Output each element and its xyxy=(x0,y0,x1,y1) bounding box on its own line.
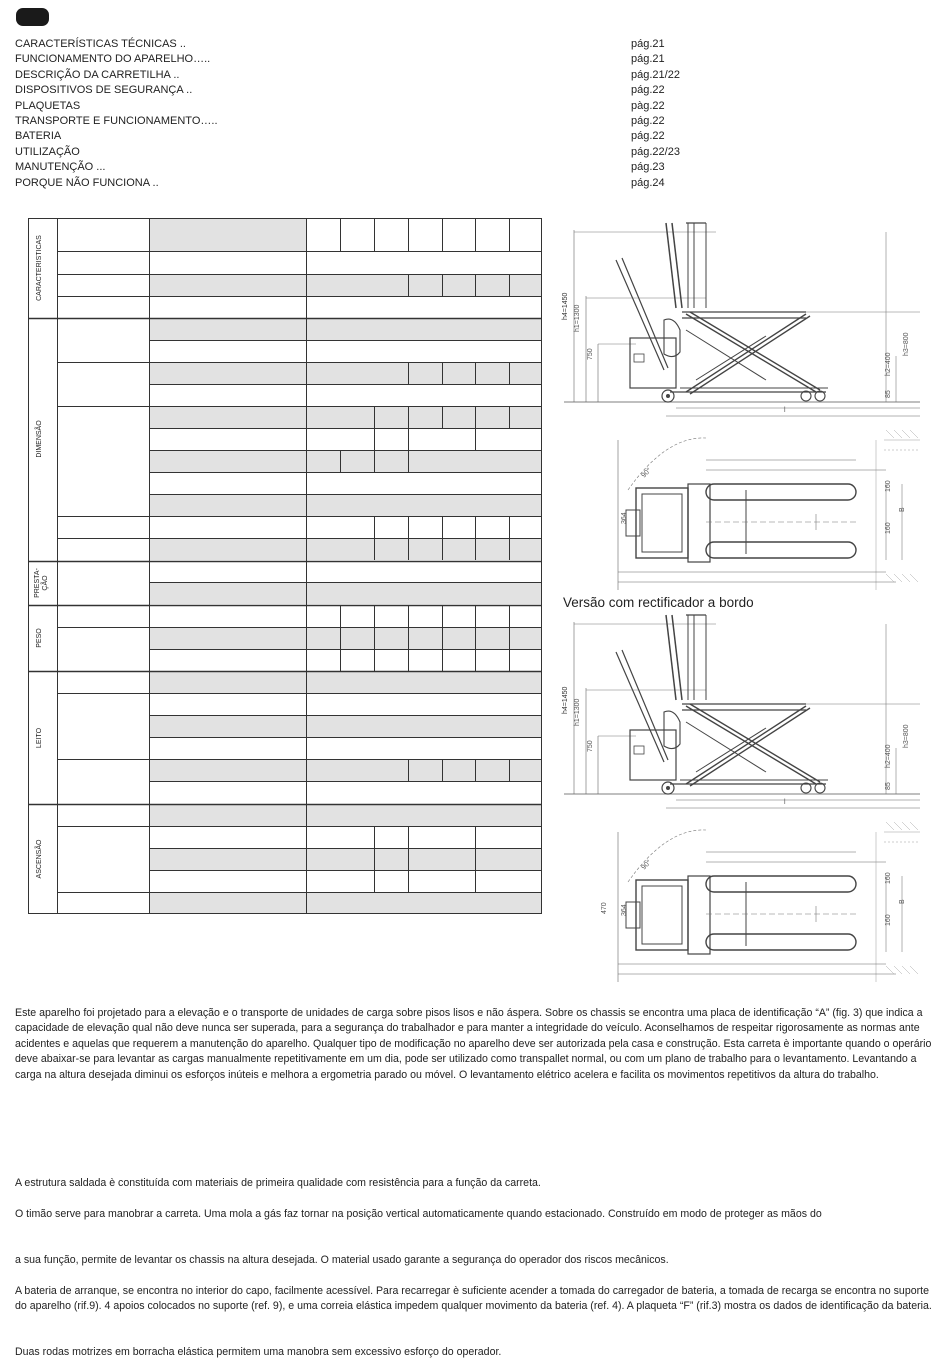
toc-page: pág.21 xyxy=(631,38,665,50)
dim-h3: h3=800 xyxy=(903,332,910,356)
paragraph-battery: A bateria de arranque, se encontra no interior do capo, facilmente acessível. Para recarregar è suficiente acender a tomada do carregador de bateria, a tomada de recarga se encontra no suporte do aparelho (rif.9). 4 apoios colocados no suporte (ref. 9), e uma correia elástica impedem qualquer movimento da bateria (ref. 4). A plaqueta “F” (rif.3) mostra os dados de identificação da bateria. xyxy=(15,1285,932,1313)
section-label-prestacao: PRESTA-ÇÃO xyxy=(34,568,49,598)
dim-b-charger: B xyxy=(899,899,906,904)
toc-label: CARACTERÍSTICAS TÉCNICAS .. xyxy=(15,38,186,50)
dim-l: l xyxy=(784,407,786,414)
side-view-standard xyxy=(562,223,920,416)
dim-h1: h1=1300 xyxy=(574,304,581,332)
section-label-leito: LEITO xyxy=(36,727,43,749)
toc-label: MANUTENÇÃO ... xyxy=(15,161,106,174)
paragraph-lifting: a sua função, permite de levantar os chassis na altura desejada. O material usado garante a segurança do operador dos riscos mecânicos. xyxy=(15,1254,669,1266)
toc-page: pág.22/23 xyxy=(631,145,680,158)
toc-label: DISPOSITIVOS DE SEGURANÇA .. xyxy=(15,84,193,97)
dim-364: 364 xyxy=(621,512,628,524)
dim-160-c: 160 xyxy=(885,872,892,884)
toc-label: TRANSPORTE E FUNCIONAMENTO….. xyxy=(15,114,218,127)
dim-160-d: 160 xyxy=(885,914,892,926)
toc-row[interactable] xyxy=(15,83,705,98)
section-label-dimensao: DIMENSÃO xyxy=(36,420,43,458)
toc-label: PLAQUETAS xyxy=(15,99,81,112)
section-label-caracteristicas: CARACTERISTICAS xyxy=(36,235,43,301)
section-label-peso: PESO xyxy=(36,628,43,648)
drawing-caption: Versão com rectificador a bordo xyxy=(563,595,754,610)
toc-page: pág.22 xyxy=(631,130,665,143)
paragraph-tiller: O timão serve para manobrar a carreta. Uma mola a gás faz tornar na posição vertical automaticamente quando estacionado. Construído em modo de proteger as mãos do xyxy=(15,1208,822,1220)
toc-page: pág.23 xyxy=(631,161,665,174)
spec-table-grid xyxy=(28,218,542,914)
toc-row[interactable] xyxy=(15,129,705,144)
dim-l-charger: l xyxy=(784,799,786,806)
dim-750-charger: 750 xyxy=(587,740,594,752)
toc-row[interactable] xyxy=(15,160,705,175)
dim-160-b: 160 xyxy=(885,522,892,534)
toc-row[interactable] xyxy=(15,176,705,191)
dim-160-a: 160 xyxy=(885,480,892,492)
toc-row[interactable] xyxy=(15,114,705,129)
dim-85: 85 xyxy=(885,390,892,398)
paragraph-intro: Este aparelho foi projetado para a elevação e o transporte de unidades de carga sobre pisos lisos e não áspera. Sobre os chassis se encontra uma placa de identificação “A” (fig. 3) que indica a capacidade de elevação qual não deve nunca ser superada, para a segurança do trabalhador e para manter a integridade do veículo. Aconselhamos de respeitar rigorosamente as normas ante acidentes e aquelas que requerem a manutenção do aparelho. Qualquer tipo de modificação no aparelho deve ser autorizada pela casa e construção. Esta carreta è importante quando o operário deve abaixar-se para levantar as cargas manualmente repetitivamente em um dia, pode ser utilizado como transpallet normal, ou com um plano de trabalho para o levantamento. Levantando a carga na altura desejada diminui os esforços inúteis e melhora a ergometria parado ou móvel. O levantamento elétrico acelera e facilita os movimentos repetitivos da altura do trabalho. xyxy=(15,1007,932,1081)
paragraph-structure: A estrutura saldada è constituída com materiais de primeira qualidade com resistência para a função da carreta. xyxy=(15,1177,541,1189)
dim-750: 750 xyxy=(587,348,594,360)
dim-h2: h2=400 xyxy=(885,352,892,376)
paragraph-wheels: Duas rodas motrizes em borracha elástica permitem uma manobra sem excessivo esforço do operador. xyxy=(15,1346,502,1358)
dim-90-charger: 90° xyxy=(640,858,653,872)
toc-page: pág.21 xyxy=(631,53,665,66)
table-of-contents xyxy=(15,37,705,191)
top-view-standard xyxy=(618,430,920,590)
toc-page: pàg.22 xyxy=(631,99,665,112)
top-view-charger xyxy=(601,822,920,982)
toc-page: pág.22 xyxy=(631,114,665,127)
toc-label: DESCRIÇÃO DA CARRETILHA .. xyxy=(15,68,180,81)
toc-row[interactable] xyxy=(15,37,705,52)
dim-h2-charger: h2=400 xyxy=(885,744,892,768)
dim-364-charger: 364 xyxy=(621,904,628,916)
toc-row[interactable] xyxy=(15,52,705,67)
toc-page: pág.21/22 xyxy=(631,68,680,81)
dim-470: 470 xyxy=(601,902,608,914)
toc-row[interactable] xyxy=(15,68,705,83)
toc-label: PORQUE NÃO FUNCIONA .. xyxy=(15,176,159,189)
section-label-ascensao: ASCENSÃO xyxy=(36,839,43,879)
toc-label: BATERIA xyxy=(15,130,62,143)
toc-page: pág.22 xyxy=(631,84,665,97)
spec-table xyxy=(28,218,542,914)
toc-page: pág.24 xyxy=(631,176,665,189)
toc-row[interactable] xyxy=(15,145,705,160)
dim-h4: h4=1450 xyxy=(562,292,569,320)
side-view-charger xyxy=(562,615,920,808)
dim-h3-charger: h3=800 xyxy=(903,724,910,748)
dim-85-charger: 85 xyxy=(885,782,892,790)
toc-label: UTILIZAÇÃO xyxy=(15,145,80,158)
dim-b: B xyxy=(899,507,906,512)
toc-label: FUNCIONAMENTO DO APARELHO….. xyxy=(15,53,211,66)
dim-h1-charger: h1=1300 xyxy=(574,698,581,726)
dim-h4-charger: h4=1450 xyxy=(562,686,569,714)
section-badge xyxy=(16,8,49,26)
dim-90: 90° xyxy=(640,466,653,480)
toc-row[interactable] xyxy=(15,99,705,114)
